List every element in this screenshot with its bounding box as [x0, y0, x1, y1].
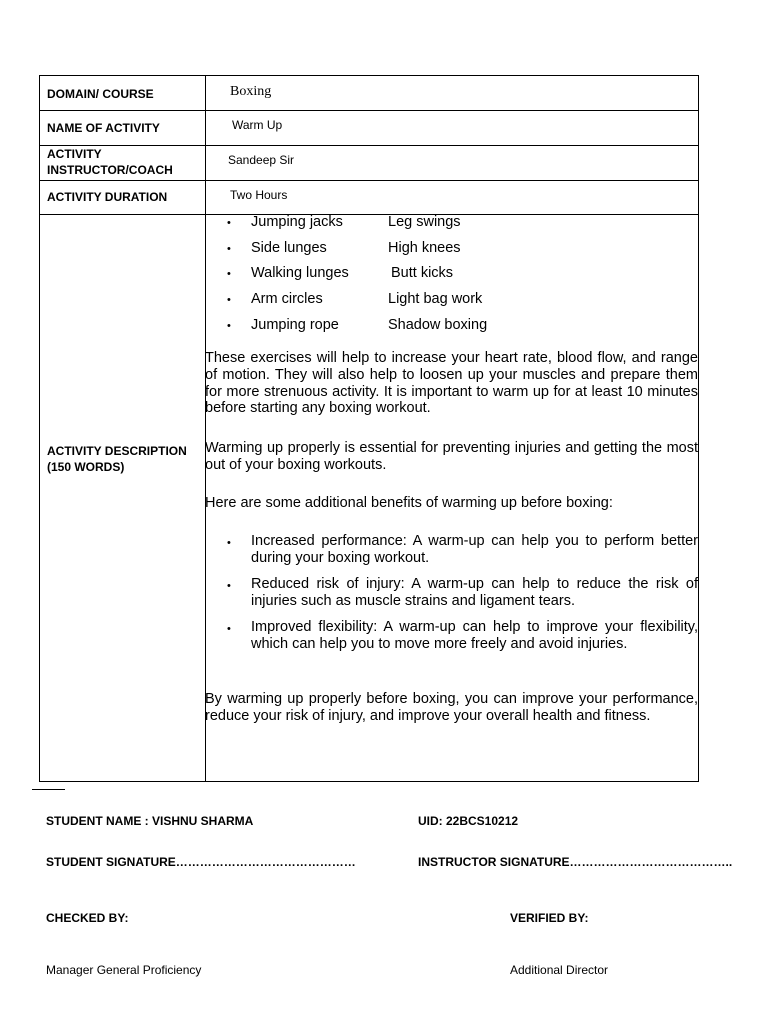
benefit-item: Increased performance: A warm-up can help you to perform better during your boxing workout.: [251, 533, 698, 566]
description-label-line1: ACTIVITY DESCRIPTION: [47, 444, 187, 458]
divider: [32, 789, 65, 790]
bullet-icon: •: [227, 268, 231, 280]
exercise-left: Arm circles: [251, 291, 323, 307]
column-divider: [205, 76, 206, 781]
instructor-signature: INSTRUCTOR SIGNATURE…………………………………..: [418, 855, 733, 869]
instructor-label-line2: INSTRUCTOR/COACH: [47, 163, 173, 177]
manager-title: Manager General Proficiency: [46, 963, 202, 977]
director-title: Additional Director: [510, 963, 609, 977]
duration-label: ACTIVITY DURATION: [47, 190, 168, 204]
bullet-icon: •: [227, 294, 231, 306]
instructor-value: Sandeep Sir: [228, 153, 295, 167]
bullet-icon: •: [227, 217, 231, 229]
exercise-right: Leg swings: [388, 214, 461, 230]
description-paragraph: By warming up properly before boxing, you can improve your performance, reduce your risk of injury, and improve your overall health and fitness.: [205, 691, 698, 724]
row-divider: [40, 110, 698, 111]
bullet-icon: •: [227, 537, 231, 549]
exercise-left: Jumping jacks: [251, 214, 343, 230]
exercise-right: Butt kicks: [391, 265, 454, 281]
exercise-right: High knees: [388, 240, 461, 256]
description-paragraph: These exercises will help to increase your heart rate, blood flow, and range of motion. They will also help to loosen up your muscles and prepare them for more strenuous activity. It is important to warm up for at least 10 minutes before starting any boxing workout.: [205, 350, 698, 417]
description-paragraph: Here are some additional benefits of warming up before boxing:: [205, 495, 613, 511]
duration-value: Two Hours: [230, 188, 288, 202]
bullet-icon: •: [227, 580, 231, 592]
row-divider: [40, 214, 698, 215]
benefit-item: Improved flexibility: A warm-up can help to improve your flexibility, which can help you to move more freely and avoid injuries.: [251, 619, 698, 652]
domain-value: Boxing: [230, 84, 272, 99]
description-label-line2: (150 WORDS): [47, 460, 125, 474]
domain-label: DOMAIN/ COURSE: [47, 87, 154, 101]
row-divider: [40, 180, 698, 181]
benefit-item: Reduced risk of injury: A warm-up can help to reduce the risk of injuries such as muscle strains and ligament tears.: [251, 576, 698, 609]
student-name: STUDENT NAME : VISHNU SHARMA: [46, 814, 254, 828]
description-paragraph: Warming up properly is essential for preventing injuries and getting the most out of your boxing workouts.: [205, 440, 698, 473]
student-signature: STUDENT SIGNATURE………………………………………: [46, 855, 356, 869]
exercise-left: Side lunges: [251, 240, 327, 256]
activity-name-label: NAME OF ACTIVITY: [47, 121, 160, 135]
instructor-label-line1: ACTIVITY: [47, 147, 102, 161]
activity-table: [39, 75, 699, 782]
checked-by-label: CHECKED BY:: [46, 911, 129, 925]
verified-by-label: VERIFIED BY:: [510, 911, 589, 925]
bullet-icon: •: [227, 623, 231, 635]
bullet-icon: •: [227, 243, 231, 255]
exercise-right: Shadow boxing: [388, 317, 488, 333]
exercise-left: Jumping rope: [251, 317, 339, 333]
exercise-right: Light bag work: [388, 291, 483, 307]
exercise-left: Walking lunges: [251, 265, 349, 281]
activity-name-value: Warm Up: [232, 118, 283, 132]
row-divider: [40, 145, 698, 146]
student-uid: UID: 22BCS10212: [418, 814, 519, 828]
bullet-icon: •: [227, 320, 231, 332]
